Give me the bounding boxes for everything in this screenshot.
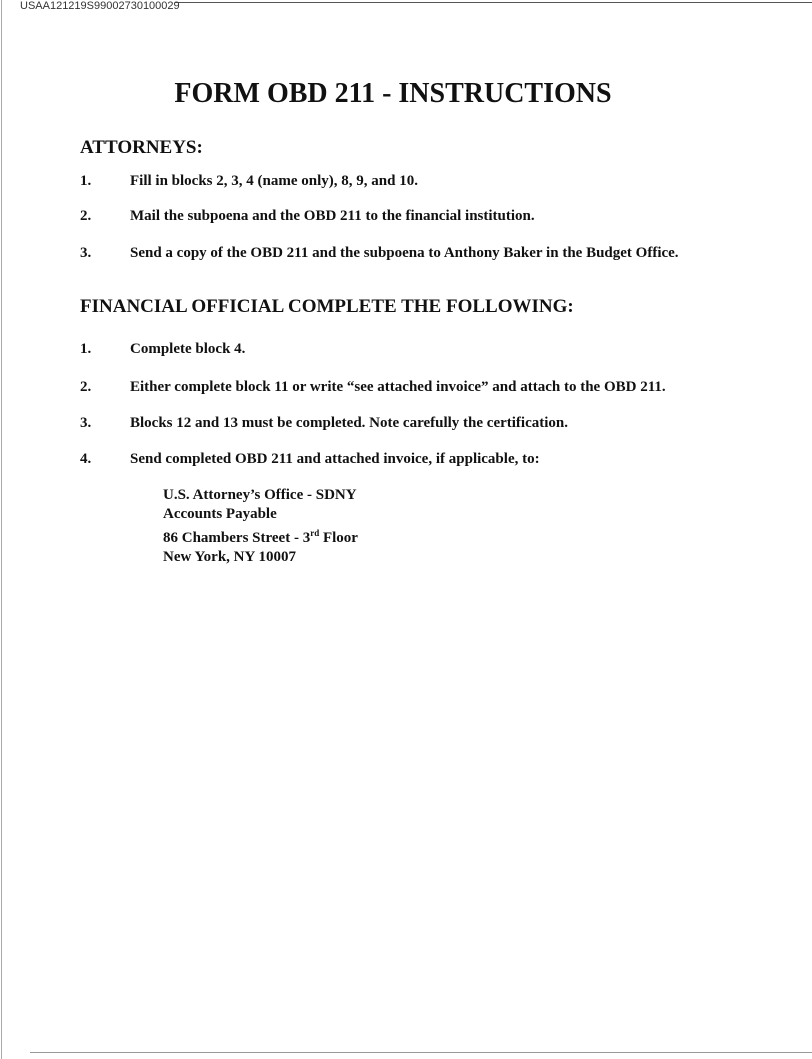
scan-edge-bottom	[30, 1052, 812, 1053]
list-item: 1. Fill in blocks 2, 3, 4 (name only), 8, 9, and 10.	[80, 173, 418, 189]
page-title: FORM OBD 211 - INSTRUCTIONS	[174, 78, 612, 109]
list-item: 2. Mail the subpoena and the OBD 211 to the financial institution.	[80, 208, 535, 224]
scan-edge-top	[175, 2, 812, 3]
list-item: 2. Either complete block 11 or write “see attached invoice” and attach to the OBD 211.	[80, 379, 666, 395]
mailing-address: U.S. Attorney’s Office - SDNY Accounts Payable 86 Chambers Street - 3rd Floor New York, NY 10007	[163, 487, 358, 565]
scan-edge-left	[1, 0, 2, 1059]
financial-heading: FINANCIAL OFFICIAL COMPLETE THE FOLLOWING:	[80, 296, 574, 317]
document-id: USAA121219S99002730100029	[20, 0, 180, 12]
list-item: 3. Send a copy of the OBD 211 and the subpoena to Anthony Baker in the Budget Office.	[80, 245, 679, 261]
list-item: 3. Blocks 12 and 13 must be completed. Note carefully the certification.	[80, 415, 568, 431]
list-item: 1. Complete block 4.	[80, 341, 246, 357]
attorneys-heading: ATTORNEYS:	[80, 137, 203, 158]
list-item: 4. Send completed OBD 211 and attached invoice, if applicable, to:	[80, 451, 540, 467]
